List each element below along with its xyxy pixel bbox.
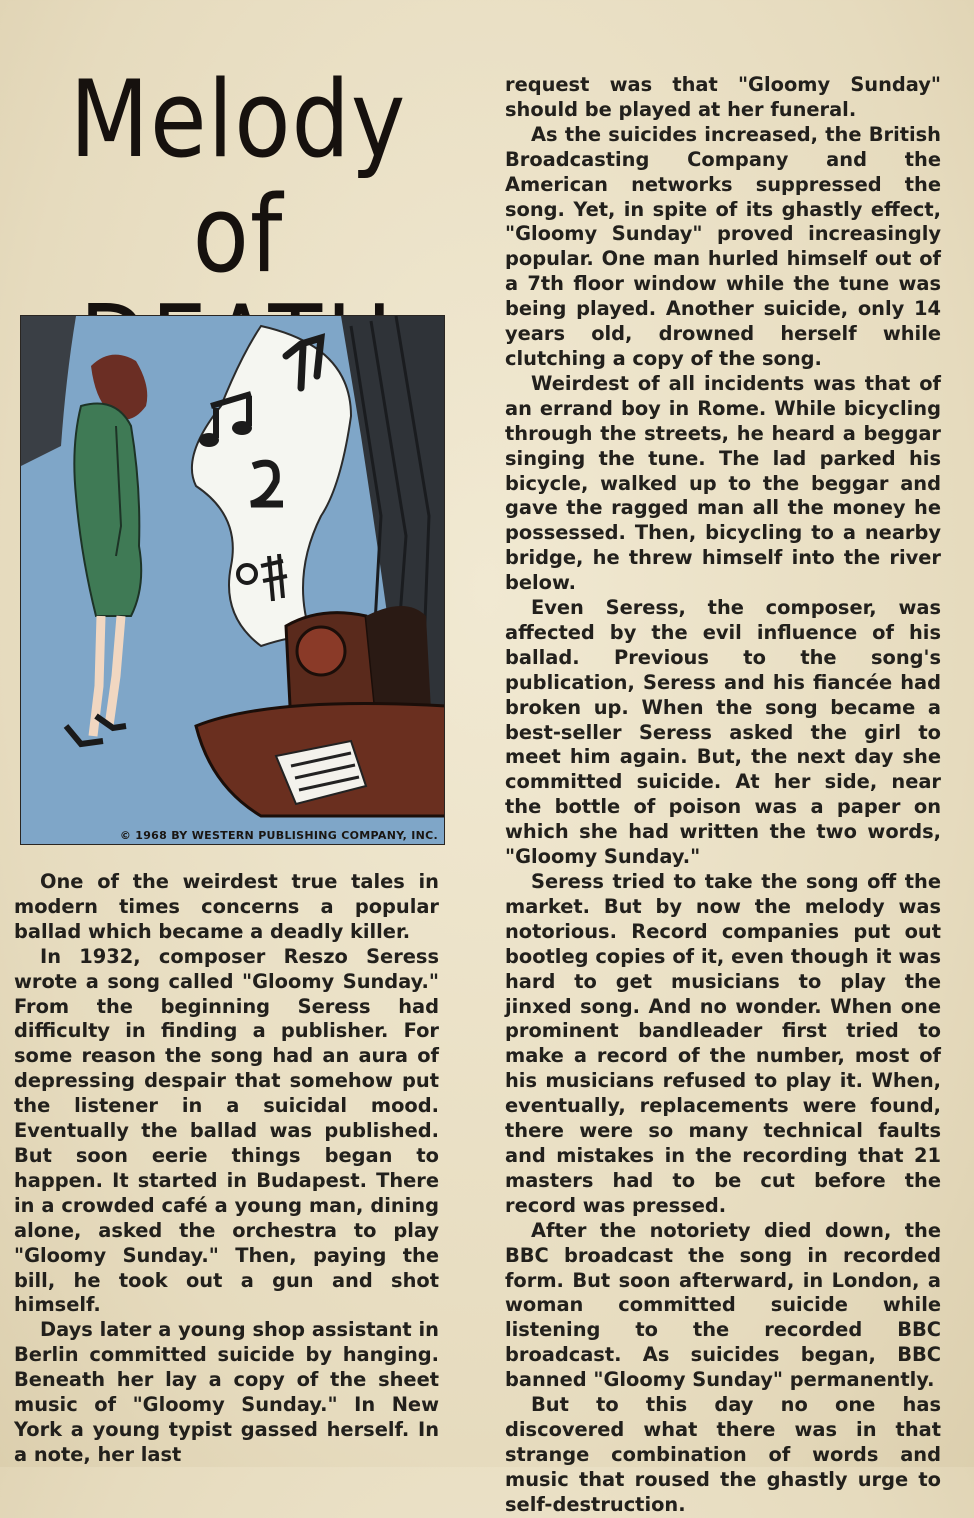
illustration-panel	[20, 315, 445, 845]
paragraph: In 1932, composer Reszo Seress wrote a song called "Gloomy Sunday." From the beginning Seress had difficulty in finding a publisher. For some reason the song had an aura of depressing despair that somehow put the listener in a suicidal mood. Eventually the ballad was published. But soon eerie things began to happen. It started in Budapest. There in a crowded café a young man, dining alone, asked the orchestra to play "Gloomy Sunday." Then, paying the bill, he took out a gun and shot himself.	[14, 944, 439, 1317]
paragraph: After the notoriety died down, the BBC broadcast the song in recorded form. But soon afterward, in London, a woman committed suicide while listening to the recorded BBC broadcast. As suicides began, BBC banned "Gloomy Sunday" permanently.	[505, 1218, 941, 1392]
right-column	[505, 73, 941, 1518]
paragraph: Weirdest of all incidents was that of an errand boy in Rome. While bicycling through the streets, he heard a beggar singing the tune. The lad parked his bicycle, walked up to the beggar and gave the ragged man all the money he possessed. Then, bicycling to a nearby bridge, he threw himself into the river below.	[505, 371, 941, 595]
paragraph: As the suicides increased, the British Broadcasting Company and the American networks suppressed the song. Yet, in spite of its ghastly effect, "Gloomy Sunday" proved increasingly popular. One man hurled himself out of a 7th floor window while the tune was being played. Another suicide, only 14 years old, drowned herself while clutching a copy of the song.	[505, 122, 941, 370]
left-column	[14, 870, 439, 1468]
paragraph: request was that "Gloomy Sunday" should be played at her funeral.	[505, 73, 941, 121]
paragraph: Even Seress, the composer, was affected by the evil influence of his ballad. Previous to the song's publication, Seress and his fiancée had broken up. When the song became a best-seller Seress asked the girl to meet him again. But, the next day she committed suicide. At her side, near the bottle of poison was a paper on which she had written the two words, "Gloomy Sunday."	[505, 596, 941, 869]
paragraph: But to this day no one has discovered what there was in that strange combination of words and music that roused the ghastly urge to self-destruction.	[505, 1393, 941, 1516]
copyright-notice: © 1968 BY WESTERN PUBLISHING COMPANY, INC.	[119, 829, 438, 842]
illustration-artwork	[21, 316, 445, 845]
title-line-1: Melody of	[69, 58, 407, 297]
paragraph: Seress tried to take the song off the market. But by now the melody was notorious. Record companies put out bootleg copies of it, even though it was hard to get musicians to play the jinxed song. And no wonder. When one prominent bandleader first tried to make a record of the number, most of his musicians refused to play it. When, eventually, replacements were found, there were so many technical faults and mistakes in the recording that 21 masters had to be cut before the record was pressed.	[505, 870, 941, 1217]
paragraph: One of the weirdest true tales in modern times concerns a popular ballad which became a deadly killer.	[14, 870, 439, 943]
paragraph: Days later a young shop assistant in Berlin committed suicide by hanging. Beneath her lay a copy of the sheet music of "Gloomy Sunday." In New York a young typist gassed herself. In a note, her last	[14, 1318, 439, 1466]
